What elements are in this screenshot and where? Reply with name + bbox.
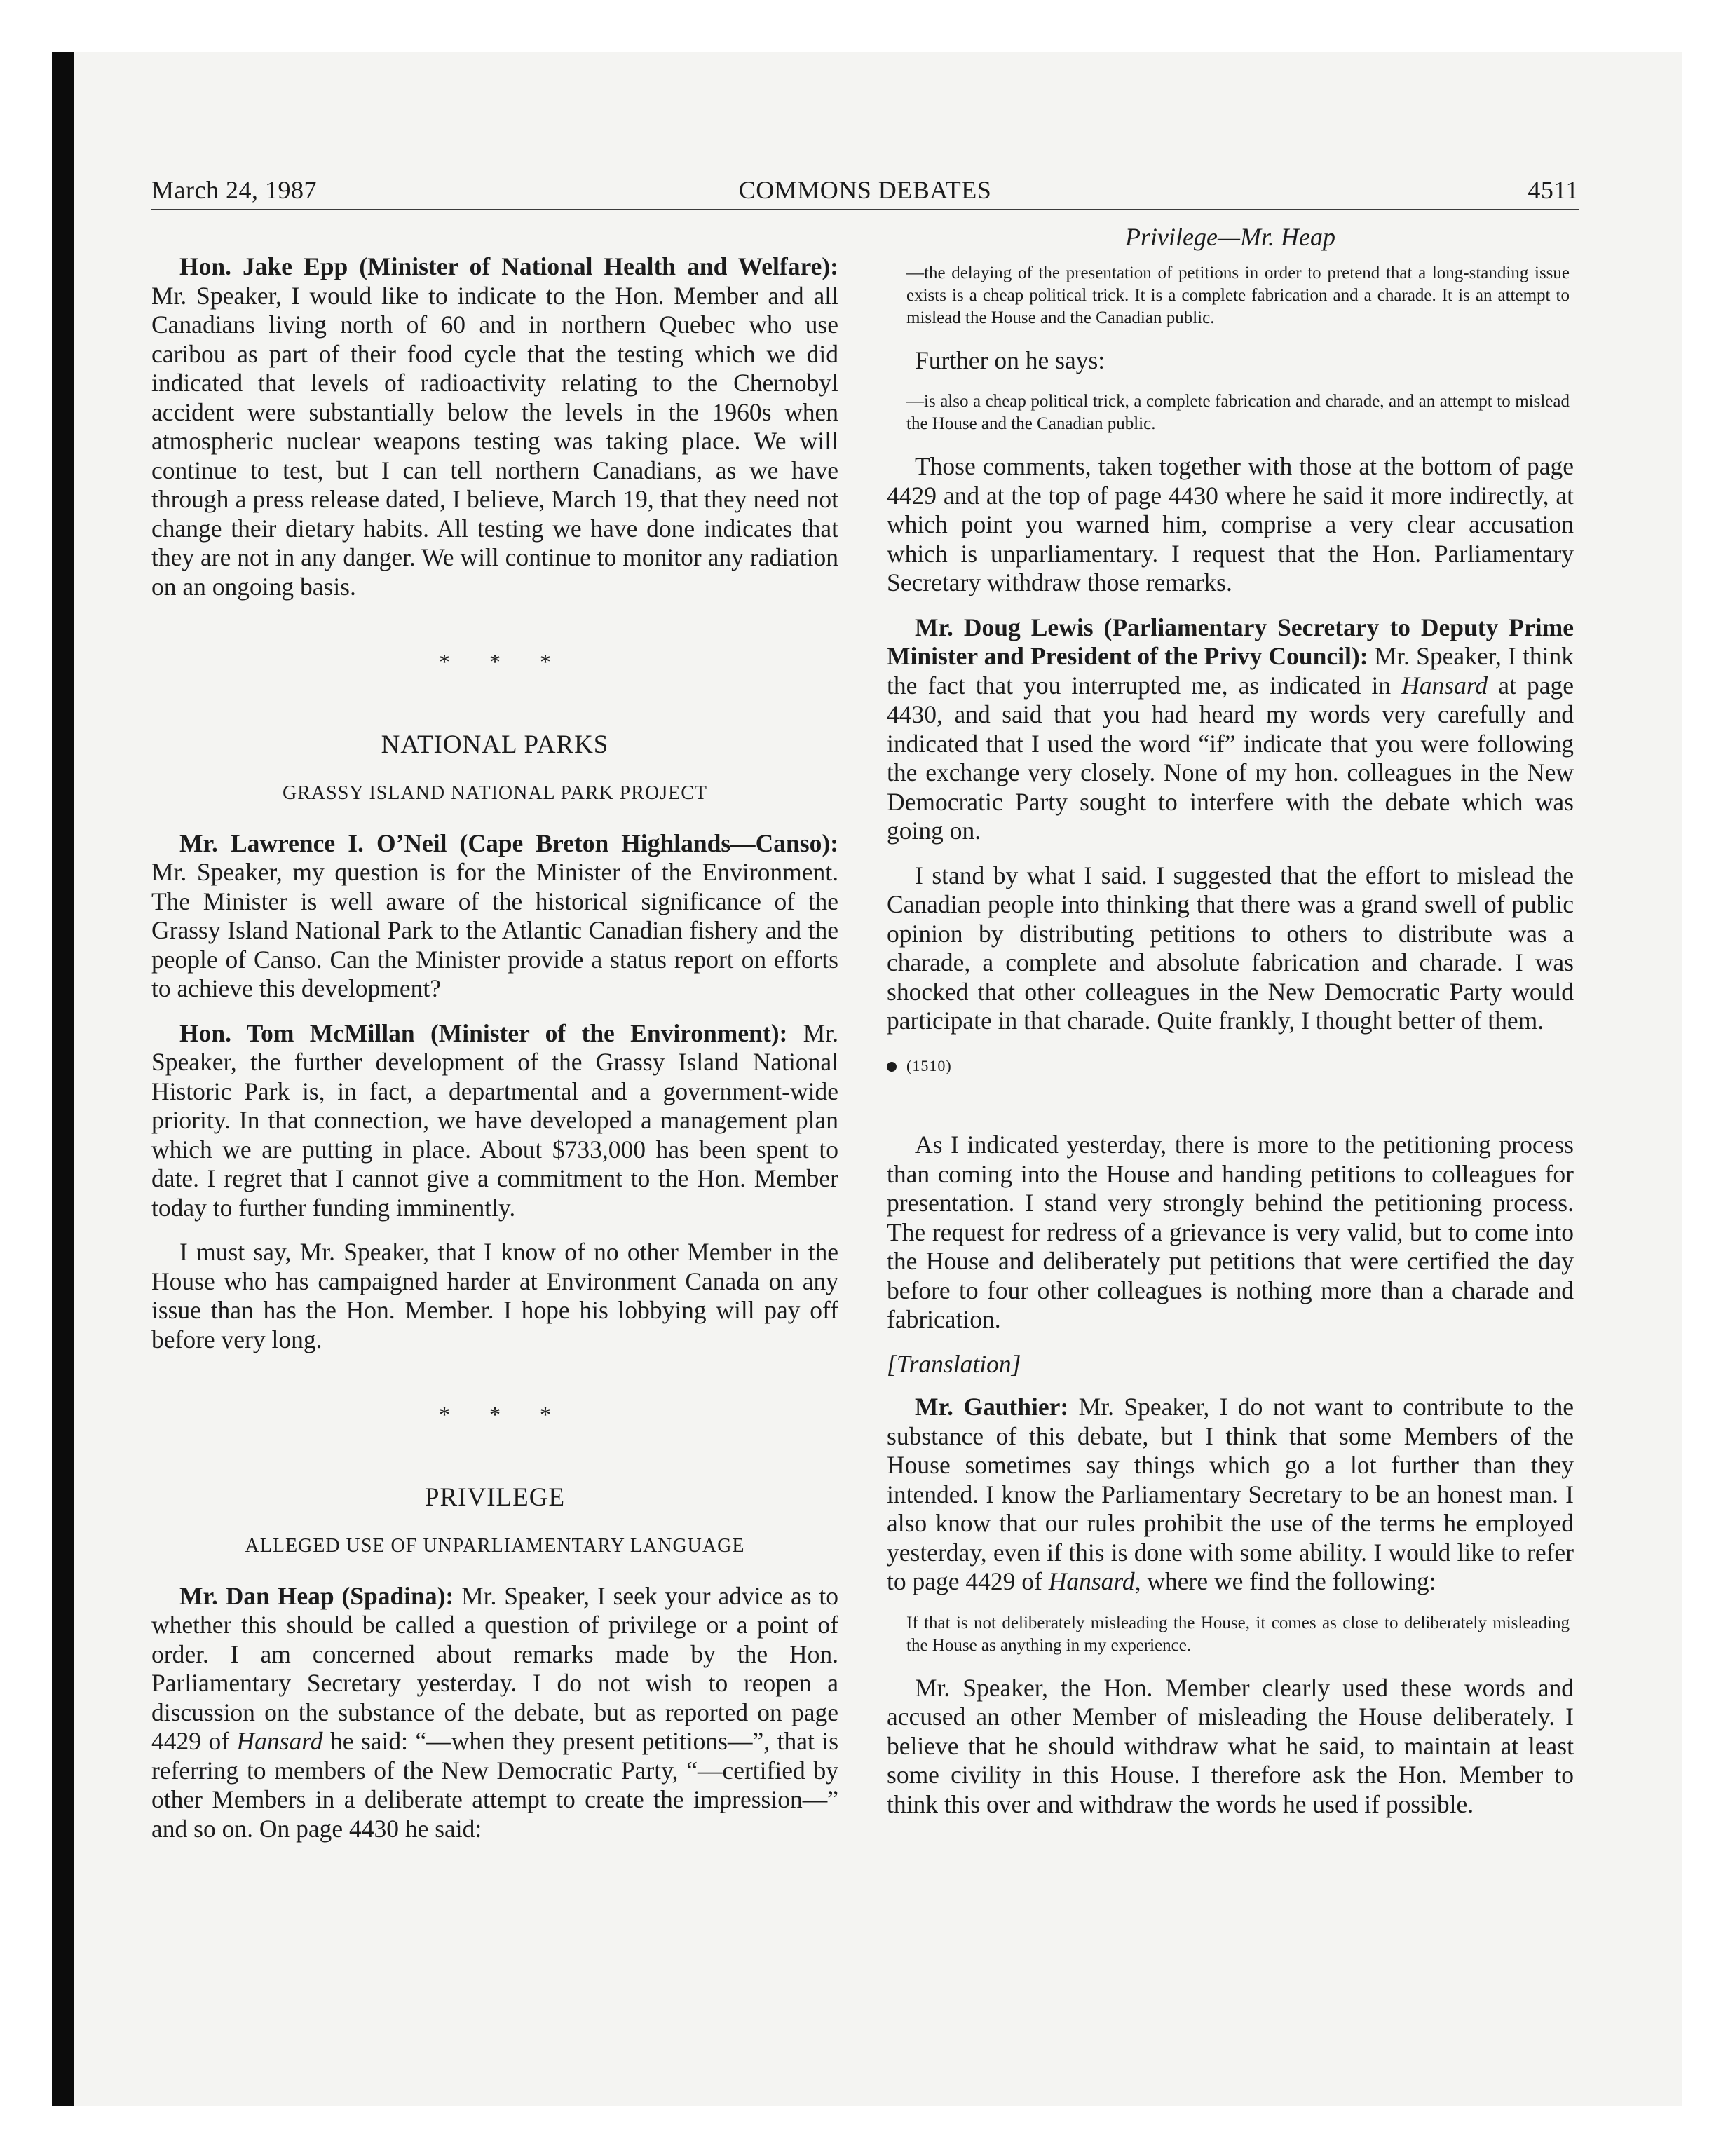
speaker-name: Mr. Dan Heap (Spadina):	[179, 1581, 454, 1610]
header-title: COMMONS DEBATES	[738, 176, 992, 204]
gauthier-paragraph	[887, 1393, 1574, 1597]
gauthier-paragraph-2: Mr. Speaker, the Hon. Member clearly used these words and accused an other Member of misleading the House deliberately. I believe that he should withdraw what he said, to maintain at least some civility in this House. I therefore ask the Hon. Member to think this over and withdraw the words he used if possible.	[887, 1673, 1574, 1818]
section-divider: * * *	[439, 1402, 568, 1427]
left-column	[151, 223, 838, 1859]
speaker-name: Hon. Jake Epp (Minister of National Health and Welfare):	[179, 252, 838, 280]
header-page-number: 4511	[1528, 176, 1579, 204]
section-subtitle: GRASSY ISLAND NATIONAL PARK PROJECT	[283, 782, 707, 804]
section-title: NATIONAL PARKS	[381, 730, 609, 759]
speaker-name: Hon. Tom McMillan (Minister of the Environment):	[179, 1018, 788, 1047]
oneil-paragraph	[151, 829, 838, 1004]
page-header	[151, 167, 1579, 210]
heap-paragraph	[151, 1582, 838, 1844]
right-column	[887, 223, 1574, 1834]
speaker-name: Mr. Lawrence I. O’Neil (Cape Breton Highlands—Canso):	[179, 828, 838, 857]
hansard-ref: Hansard	[1401, 671, 1488, 700]
scan-edge	[52, 52, 74, 2106]
speaker-name: Mr. Doug Lewis (Parliamentary Secretary to Deputy Prime Minister and President of the Privy Council):	[887, 613, 1574, 670]
speech-text: Mr. Speaker, I would like to indicate to the Hon. Member and all Canadians living north of 60 and in northern Quebec who use caribou as part of their food cycle that the testing which we did indicated that levels of radioactivity relating to the Chernobyl accident were substantially below the levels in the 1960s when atmospheric nuclear weapons testing was taking place. We will continue to test, but I can tell northern Canadians, as we have through a press release dated, I believe, March 19, that they need not change their dietary habits. All testing we have done indicates that they are not in any danger. We will continue to monitor any radiation on an ongoing basis.	[151, 281, 838, 601]
hansard-ref: Hansard	[1048, 1567, 1135, 1595]
lewis-paragraph-3: As I indicated yesterday, there is more to the petitioning process than coming into the House and handing petitions to colleagues for presentation. I stand very strongly behind the petitioning process. The request for redress of a grievance is very valid, but to come into the House and deliberately put petitions that were certified the day before to four other colleagues is nothing more than a charade and fabrication.	[887, 1131, 1574, 1333]
lewis-paragraph	[887, 613, 1574, 846]
running-head: Privilege—Mr. Heap	[1125, 223, 1335, 251]
epp-paragraph	[151, 252, 838, 601]
heap-continued-intro: Further on he says:	[915, 346, 1105, 374]
section-subtitle: ALLEGED USE OF UNPARLIAMENTARY LANGUAGE	[245, 1535, 745, 1557]
block-quote: —is also a cheap political trick, a complete fabrication and charade, and an attempt to mislead the House and the Canadian public.	[906, 392, 1570, 433]
time-marker	[887, 1051, 1574, 1081]
block-quote: —the delaying of the presentation of petitions in order to pretend that a long-standing issue exists is a cheap political trick. It is a complete fabrication and a charade. It is an attempt to mislead the House and the Canadian public.	[906, 263, 1570, 327]
section-divider: * * *	[439, 649, 568, 674]
speech-text: at page 4430, and said that you had heard my words very carefully and indicated that I used the word “if” indicate that you were following the exchange very closely. None of my hon. colleagues in the New Democratic Party sought to interfere with the debate which was going on.	[887, 671, 1574, 845]
speech-text: Mr. Speaker, I do not want to contribute to the substance of this debate, but I think that some Members of the House sometimes say things which go a lot further than they intended. I know the Parliamentary Secretary to be an honest man. I also know that our rules prohibit the use of the terms he employed yesterday, even if this is done with some ability. I would like to refer to page 4429 of	[887, 1393, 1574, 1595]
lewis-paragraph-2: I stand by what I said. I suggested that the effort to mislead the Canadian people into thinking that there was a grand swell of public opinion by distributing petitions to others to distribute was a charade, a complete and absolute fabrication and charade. I was shocked that other colleagues in the New Democratic Party would participate in that charade. Quite frankly, I thought better of them.	[887, 861, 1574, 1035]
mcmillan-paragraph-2: I must say, Mr. Speaker, that I know of no other Member in the House who has campaigned harder at Environment Canada on any issue than has the Hon. Member. I hope his lobbying will pay off before very long.	[151, 1238, 838, 1353]
bullet-icon	[887, 1062, 897, 1072]
time-marker-text: (1510)	[906, 1056, 952, 1074]
block-quote: If that is not deliberately misleading the House, it comes as close to deliberately misleading the House as anything in my experience.	[906, 1613, 1570, 1655]
heap-continued: Those comments, taken together with those at the bottom of page 4429 and at the top of page 4430 where he said it more indirectly, at which point you warned him, comprise a very clear accusation which is unparliamentary. I request that the Hon. Parliamentary Secretary withdraw those remarks.	[887, 452, 1574, 596]
translation-marker: [Translation]	[887, 1349, 1021, 1378]
speech-text: Mr. Speaker, I think the fact that you interrupted me, as indicated in	[887, 642, 1574, 700]
speech-text: Mr. Speaker, I seek your advice as to whether this should be called a question of privilege or a point of order. I am concerned about remarks made by the Hon. Parliamentary Secretary yesterday. I do not wish to reopen a discussion on the substance of the debate, but as reported on page 4429 of	[151, 1581, 838, 1755]
speech-text: Mr. Speaker, the further development of the Grassy Island National Historic Park is, in fact, a departmental and a government-wide priority. In that connection, we have developed a management plan which we are putting in place. About $733,000 has been spent to date. I regret that I cannot give a commitment to the Hon. Member today to further funding imminently.	[151, 1018, 838, 1222]
speech-text: he said: “—when they present petitions—”, that is referring to members of the New Democratic Party, “—certified by other Members in a deliberate attempt to create the impression—” and so on. On page 4430 he said:	[151, 1727, 839, 1843]
section-title: PRIVILEGE	[424, 1482, 566, 1512]
speaker-name: Mr. Gauthier:	[915, 1393, 1069, 1421]
speech-text: Mr. Speaker, my question is for the Minister of the Environment. The Minister is well aware of the historical significance of the Grassy Island National Park to the Atlantic Canadian fishery and the people of Canso. Can the Minister provide a status report on efforts to achieve this development?	[151, 858, 838, 1002]
speech-text: , where we find the following:	[1134, 1567, 1436, 1595]
hansard-ref: Hansard	[236, 1727, 323, 1755]
header-date: March 24, 1987	[151, 176, 317, 204]
mcmillan-paragraph	[151, 1019, 838, 1223]
